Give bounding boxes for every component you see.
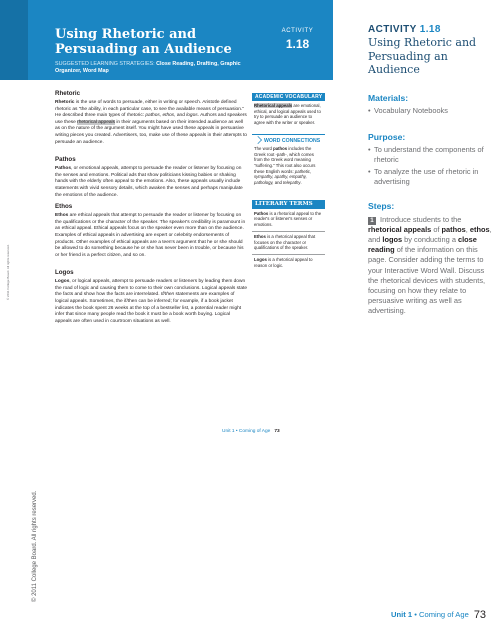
logos-text: statements are examples of logical appeals. Sometimes, the if/then can be inferred; for example, if a book jacket indicates the book spent 26 weeks at the top of a bestseller list, a potential reader might infer that since many people read the book it must be a book worth buying. Logical appeals are often used in courtroom situations as well. [55,292,242,324]
student-page [0,0,333,440]
purpose-list [368,145,496,187]
rhetoric-text: in their arguments based on their intended audience as well as on the nature of the argument itself. You might have used these appeals in persuasive writing pieces you created. Advertisers, too, make use of these appeals in their attempts to persuade an audience. [55,119,247,145]
purpose-item: • To understand the components of rhetoric [368,145,496,165]
ethos-text: are ethical appeals that attempt to persuade the reader or listener by focusing on the qualifications or the character of the speaker. The speaker's credibility is paramount in an ethical appeal. Ethical appeals focus on the speaker even more than on the audience. Examples of ethical appeals in advertising are expert or celebrity endorsements of products. Other examples of ethical appeals are a teen's argument that he or she should be allowed to do something because he or she has never been in trouble, or because his or her friend is a perfect citizen, and so on. [55,213,246,258]
step-text: Introduce students to the [378,214,462,224]
teacher-title: Using Rhetoric and Persuading an Audience [368,36,477,76]
footer-unit: Unit 1 [391,610,413,619]
vocabulary-term: Rhetorical appeals [254,103,293,108]
materials-list [368,106,496,116]
literary-term-item [252,255,325,271]
activity-label: ACTIVITY [281,28,314,34]
word-connections-text: includes the Greek root -path-, which comes from the Greek word meaning "suffering." This root also occurs these English words: [254,145,316,174]
rhetoric-types: logos [186,113,198,119]
step-text: by conducting a [402,234,458,244]
step-bold-term: rhetorical appeals [368,224,432,234]
step-text: , [465,224,470,234]
step-bold-term: close reading [368,234,477,255]
word-connections-examples: pathetic, sympathy, apathy, empathy, pathology, [254,168,312,186]
pathos-text: , or emotional appeals, attempt to persuade the reader or listener by focusing on the senses and emotions. Political ads that show politicians kissing babies or shaking hands with the elderly often appeal to the emotions. Also, these appeals usually include statements with vivid sensory details, which awaken the senses and perhaps manipulate the emotions of the audience. [55,166,243,198]
activity-label: ACTIVITY [368,24,417,35]
literary-term: Ethos [254,233,266,239]
footer-unit: Unit 1 • Coming of Age [222,429,271,434]
literary-term-item [252,209,325,232]
literary-term: Pathos [254,210,269,216]
margin-sidebar [252,93,325,271]
step-text: of the information on this page. Consider adding the terms to your Interactive Word Wall. Discuss the rhetorical devices with students, focusing on how they relate to persuasive writing as well as advertising. [368,245,486,316]
purpose-item: • To analyze the use of rhetoric in advertising [368,167,496,187]
literary-term-item [252,232,325,255]
literary-terms-header: LITERARY TERMS [252,200,325,209]
rhetoric-text: and [175,113,187,119]
steps-heading: Steps: [368,200,395,211]
logos-term: Logos [55,279,70,285]
word-connections-text: The word [254,145,274,151]
teacher-copyright: © 2011 College Board. All rights reserved. [32,490,38,602]
word-connections-word: pathos [273,145,288,151]
ethos-paragraph [55,213,247,259]
teacher-activity-label [368,24,496,35]
ethos-term: Ethos [55,213,69,219]
rhetoric-term: Rhetoric [55,100,75,105]
step-bold-term: ethos [469,224,490,234]
word-connections-body [252,144,325,186]
purpose-heading: Purpose: [368,131,406,142]
main-text-column [55,90,247,335]
learning-strategies [55,61,255,75]
student-page-footer [222,429,280,434]
pathos-paragraph [55,166,247,199]
pathos-heading: Pathos [55,156,76,164]
step-text: of [431,224,442,234]
word-connections-header: WORD CONNECTIONS [264,137,321,144]
step-1 [368,215,496,317]
logos-paragraph [55,279,247,325]
highlighted-term: rhetorical appeals [77,119,116,125]
vocabulary-text: are emotional, ethical, and logical appeals used to try to persuade an audience to agree with the writer or speaker. [254,103,321,126]
rhetoric-paragraph [55,100,247,146]
teacher-page-footer [391,609,486,621]
literary-term: Logos [254,256,267,262]
academic-vocabulary-header: ACADEMIC VOCABULARY [252,93,325,101]
strategies-label: SUGGESTED LEARNING STRATEGIES: [55,61,155,67]
rhetoric-text: . Authors and speakers use these [55,113,247,125]
materials-item: • Vocabulary Notebooks [368,106,496,116]
word-connections-examples: telepathy [283,180,301,186]
word-connections-box [252,134,325,186]
word-connections-text: . [300,180,302,186]
student-copyright: © 2011 College Board. All rights reserved. [6,244,10,300]
step-bold-term: logos [382,234,403,244]
academic-vocabulary-body [252,101,325,126]
ethos-heading: Ethos [55,203,73,211]
footer-text: • Coming of Age [412,610,469,619]
literary-term-definition: is a rhetorical appeal that focuses on the character or qualifications of the speaker. [254,233,316,251]
logos-text: , or logical appeals, attempt to persuade readers or listeners by leading them down the road of logic and causing them to come to their own conclusions. Logical appeals state the facts and show how the facts are interrelated. [55,279,247,298]
pathos-term: Pathos [55,166,71,172]
rhetoric-types: pathos, ethos, [145,113,176,119]
literary-term-definition: is a rhetorical appeal to reason or logic. [254,256,313,268]
activity-tab [262,0,333,80]
lesson-title: Using Rhetoric and Persuading an Audience [55,27,232,57]
step-number-badge: 1 [368,217,376,225]
step-text: , and [368,224,492,244]
word-connections-text: and [273,180,284,186]
materials-heading: Materials: [368,92,409,103]
rhetoric-heading: Rhetoric [55,90,81,97]
step-bold-term: pathos [441,224,466,234]
logos-heading: Logos [55,269,74,277]
activity-number: 1.18 [285,37,310,51]
logos-italic: If/then [160,292,175,298]
teacher-notes [368,24,496,317]
rhetoric-text: is the use of words to persuade, either in writing or speech. Aristotle defined rhetoric as "the ability, in each particular case, to see the available means of persuasion." He described three main types of rhetoric: [55,100,244,119]
header-accent-strip [0,0,28,80]
literary-term-definition: is a rhetorical appeal to the reader's or listener's senses or emotions. [254,210,322,228]
page-number: 73 [473,609,487,621]
page-number: 73 [274,429,280,434]
activity-number: 1.18 [419,24,441,35]
strategies-value: Close Reading, Drafting, Graphic Organizer, Word Map [55,61,241,74]
